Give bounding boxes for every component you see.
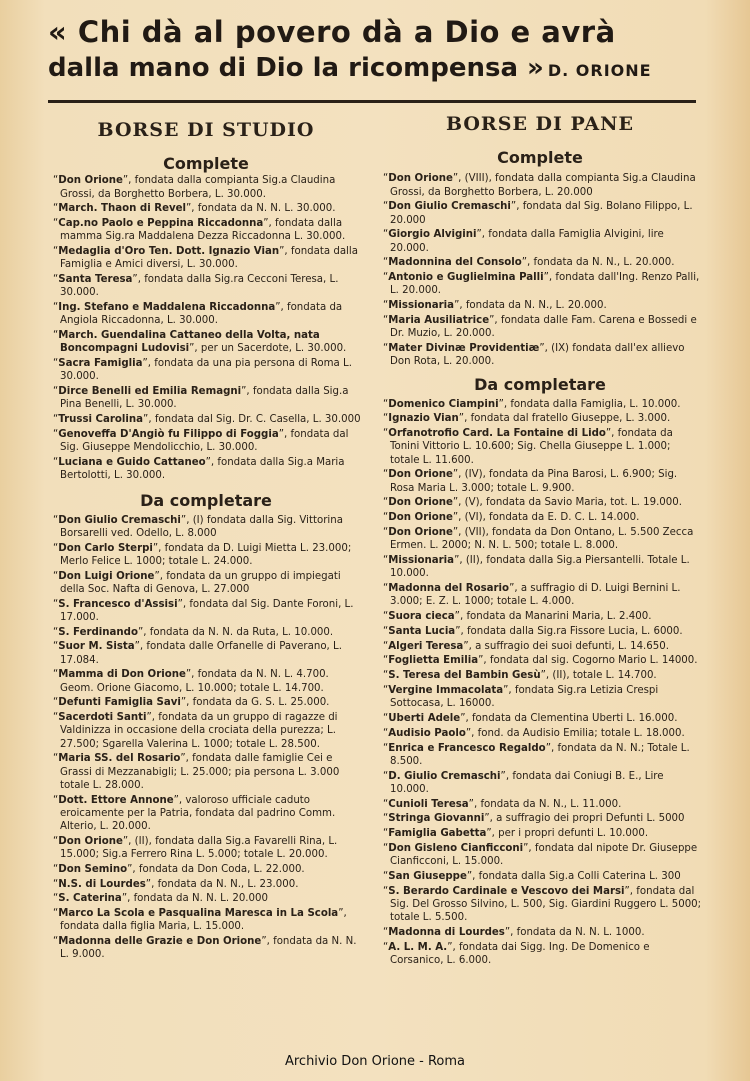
entry-name: Don Orione — [388, 469, 453, 481]
list-item: “Santa Teresa”, fondata dalla Sig.ra Cecconi Teresa, L. 30.000. — [53, 274, 339, 299]
list-item: “Missionaria”, (II), fondata dalla Sig.a Piersantelli. Totale L. 10.000. — [383, 555, 690, 580]
entry-name: S. Berardo Cardinale e Vescovo dei Marsi — [388, 885, 625, 897]
entry-name: Don Orione — [58, 175, 123, 187]
header-author: D. ORIONE — [547, 61, 652, 80]
entry-name: Sacra Famiglia — [58, 358, 143, 370]
subsection-incomplete-studio: Da completare — [140, 491, 272, 511]
archive-footer: Archivio Don Orione - Roma — [284, 1054, 466, 1069]
entry-name: Missionaria — [388, 555, 455, 566]
list-item: “Cap.no Paolo e Peppina Riccadonna”, fondata dalla mamma Sig.ra Maddalena Dezza Riccadonna L. 30.000. — [53, 218, 346, 243]
entry-text: fondata Sig.ra Letizia Crespi Sottocasa, L. 16000. — [390, 684, 659, 710]
list-item: “Don Giulio Cremaschi”, (I) fondata dalla Sig. Vittorina Borsarelli ved. Odello, L. 8.000 — [53, 514, 343, 539]
list-item: “S. Berardo Cardinale e Vescovo dei Marsi”, fondata dal Sig. Del Grosso Silvino, L. 500, Sig. Giardini Ruggero L. 5000; totale L. 5.500. — [383, 885, 702, 924]
list-item: “Santa Lucia”, fondata dalla Sig.ra Fissore Lucia, L. 6000. — [383, 625, 683, 637]
entry-text: (I) fondata dalla Sig. Vittorina Borsarelli ved. Odello, L. 8.000 — [60, 514, 343, 539]
entry-name: Madonna delle Grazie e Don Orione — [58, 936, 262, 948]
list-item: “S. Ferdinando”, fondata da N. N. da Ruta, L. 10.000. — [53, 626, 334, 638]
list-item: “Giorgio Alvigini”, fondata dalla Famiglia Alvigini, lire 20.000. — [383, 229, 664, 254]
entry-text: fondata da N. N. L. 9.000. — [60, 936, 357, 961]
entry-name: Don Semino — [58, 863, 128, 875]
entry-name: Stringa Giovanni — [388, 813, 485, 825]
list-item: “Defunti Famiglia Savi”, fondata da G. S. L. 25.000. — [53, 697, 330, 709]
entry-name: Medaglia d'Oro Ten. Dott. Ignazio Vian — [58, 246, 280, 258]
entry-text: fondata da N. N.; Totale L. 8.500. — [390, 742, 690, 767]
entry-text: fondata da N. N. da Ruta, L. 10.000. — [149, 626, 334, 638]
list-item: “Luciana e Guido Cattaneo”, fondata dalla Sig.a Maria Bertolotti, L. 30.000. — [53, 457, 345, 482]
entry-name: Sacerdoti Santi — [58, 712, 147, 724]
entry-text: fondata da Clementina Uberti L. 16.000. — [471, 712, 678, 724]
list-item: “Maria SS. del Rosario”, fondata dalle famiglie Cei e Grassi di Mezzanabigli; L. 25.000; pia persona L. 3.000 totale L. 28.000. — [53, 753, 340, 791]
list-item: “Suor M. Sista”, fondata dalle Orfanelle di Paverano, L. 17.084. — [53, 641, 342, 666]
entry-name: S. Caterina — [58, 893, 122, 905]
list-item: “Mamma di Don Orione”, fondata da N. N. L. 4.700. Geom. Orione Giacomo, L. 10.000; totale L. 14.700. — [53, 669, 329, 694]
entry-name: Madonna di Lourdes — [388, 926, 505, 938]
entry-text: fondata dal fratello Giuseppe, L. 3.000. — [470, 413, 671, 425]
entry-name: March. Thaon di Revel — [58, 203, 187, 215]
entry-text: (VI), fondata da E. D. C. L. 14.000. — [464, 512, 640, 524]
entry-text: fondata dalla Famiglia e Amici diversi, L. 30.000. — [60, 246, 358, 271]
list-pane-incomplete — [378, 398, 702, 968]
list-item: “Madonna delle Grazie e Don Orione”, fondata da N. N. L. 9.000. — [53, 936, 357, 961]
list-item: “Don Semino”, fondata da Don Coda, L. 22.000. — [53, 863, 305, 875]
entry-name: Don Orione — [388, 173, 453, 185]
subsection-incomplete-pane: Da completare — [474, 375, 606, 395]
entry-name: March. Guendalina Cattaneo della Volta, nata Boncompagni Ludovisi — [58, 330, 320, 355]
list-item: “Don Orione”, (V), fondata da Savio Maria, tot. L. 19.000. — [383, 497, 682, 509]
list-item: “March. Guendalina Cattaneo della Volta, nata Boncompagni Ludovisi”, per un Sacerdote, L. 30.000. — [53, 330, 347, 355]
entry-text: fondata da G. S. L. 25.000. — [192, 697, 330, 709]
entry-name: Giorgio Alvigini — [388, 229, 477, 241]
entry-name: Foglietta Emilia — [388, 655, 479, 667]
entry-text: fondata da N. N. L. 4.700. Geom. Orione Giacomo, L. 10.000; totale L. 14.700. — [60, 669, 329, 694]
list-item: “Madonna del Rosario”, a suffragio di D. Luigi Bernini L. 3.000; E. Z. L. 1000; totale L. 4.000. — [383, 583, 681, 608]
entry-text: (V), fondata da Savio Maria, tot. L. 19.000. — [464, 497, 682, 509]
entry-text: a suffragio di D. Luigi Bernini L. 3.000; E. Z. L. 1000; totale L. 4.000. — [390, 583, 681, 608]
entry-name: Don Orione — [388, 497, 453, 509]
list-item: “Madonna di Lourdes”, fondata da N. N. L. 1000. — [383, 926, 645, 938]
list-item: “Genoveffa D'Angiò fu Filippo di Foggia”, fondata dal Sig. Giuseppe Mendolicchio, L. 30.000. — [53, 429, 349, 454]
entry-text: valoroso ufficiale caduto eroicamente per la Patria, fondata dal padrino Comm. Alterio, L. 20.000. — [60, 794, 336, 833]
list-item: “Don Giulio Cremaschi”, fondata dal Sig. Bolano Filippo, L. 20.000 — [383, 201, 693, 226]
list-item: “Foglietta Emilia”, fondata dal sig. Cogorno Mario L. 14000. — [383, 655, 698, 667]
entry-name: Don Orione — [58, 835, 123, 847]
entry-name: Dott. Ettore Annone — [58, 794, 174, 806]
list-item: “A. L. M. A.”, fondata dai Sigg. Ing. De Domenico e Corsanico, L. 6.000. — [383, 941, 650, 966]
entry-name: Uberti Adele — [388, 712, 461, 724]
entry-name: Vergine Immacolata — [388, 684, 504, 696]
entry-name: Genoveffa D'Angiò fu Filippo di Foggia — [58, 429, 279, 440]
list-item: “Don Luigi Orione”, fondata da un gruppo di impiegati della Soc. Nafta di Genova, L. 27.000 — [53, 570, 341, 595]
entry-name: Don Orione — [388, 527, 453, 538]
entry-text: fondata da N. N. L. 1000. — [516, 926, 645, 938]
list-item: “Missionaria”, fondata da N. N., L. 20.000. — [383, 300, 607, 312]
entry-text: fondata dal Sig. Dr. C. Casella, L. 30.000 — [154, 414, 361, 426]
entry-text: fondata dalle famiglie Cei e Grassi di Mezzanabigli; L. 25.000; pia persona L. 3.000 totale L. 28.000. — [60, 753, 340, 791]
entry-name: Suor M. Sista — [58, 641, 135, 653]
list-item: “Orfanotrofio Card. La Fontaine di Lido”, fondata da Tonini Vittorio L. 10.600; Sig. Chella Giuseppe L. 1.000; totale L. 11.600. — [383, 428, 673, 466]
entry-name: Marco La Scola e Pasqualina Maresca in La Scola — [58, 908, 339, 920]
entry-text: fondata da Tonini Vittorio L. 10.600; Sig. Chella Giuseppe L. 1.000; totale L. 11.600. — [390, 428, 673, 466]
entry-text: fondata dai Sigg. Ing. De Domenico e Corsanico, L. 6.000. — [390, 941, 650, 966]
list-item: “Enrica e Francesco Regaldo”, fondata da N. N.; Totale L. 8.500. — [383, 742, 690, 767]
entry-text: (IV), fondata da Pina Barosi, L. 6.900; Sig. Rosa Maria L. 3.000; totale L. 9.900. — [390, 469, 678, 494]
entry-text: per un Sacerdote, L. 30.000. — [200, 343, 347, 355]
list-item: “S. Teresa del Bambin Gesù”, (II), totale L. 14.700. — [383, 670, 657, 682]
list-item: “Don Orione”, (VIII), fondata dalla compianta Sig.a Claudina Grossi, da Borghetto Borbera, L. 20.000 — [383, 173, 696, 198]
list-item: “Ing. Stefano e Maddalena Riccadonna”, fondata da Angiola Riccadonna, L. 30.000. — [53, 302, 343, 327]
list-item: “D. Giulio Cremaschi”, fondata dai Coniugi B. E., Lire 10.000. — [383, 770, 664, 795]
entry-name: Antonio e Guglielmina Palli — [388, 272, 544, 284]
entry-text: fondata dalla Famiglia, L. 10.000. — [510, 398, 681, 410]
list-item: “Audisio Paolo”, fond. da Audisio Emilia; totale L. 18.000. — [383, 727, 685, 739]
subsection-complete-studio: Complete — [163, 154, 249, 174]
list-item: “S. Caterina”, fondata da N. N. L. 20.000 — [53, 893, 268, 905]
entry-text: per i propri defunti L. 10.000. — [498, 828, 649, 840]
entry-text: fondata da Manarini Maria, L. 2.400. — [466, 611, 652, 622]
list-studio-incomplete — [48, 514, 364, 962]
entry-text: fondata dall'Ing. Renzo Palli, L. 20.000. — [390, 272, 700, 297]
list-item: “Antonio e Guglielmina Palli”, fondata dall'Ing. Renzo Palli, L. 20.000. — [383, 272, 700, 297]
list-item: “Dirce Benelli ed Emilia Remagni”, fondata dalla Sig.a Pina Benelli, L. 30.000. — [53, 386, 349, 411]
entry-text: fondata da Don Coda, L. 22.000. — [138, 863, 305, 875]
entry-text: fondata da N. N., L. 20.000. — [465, 300, 607, 312]
entry-text: (II), fondata dalla Sig.a Piersantelli. Totale L. 10.000. — [390, 555, 690, 580]
header-quote-line2-text: dalla mano di Dio la ricompensa » — [48, 53, 544, 83]
entry-text: fondata da N. N., L. 23.000. — [157, 878, 299, 890]
list-item: “Medaglia d'Oro Ten. Dott. Ignazio Vian”, fondata dalla Famiglia e Amici diversi, L. 30.000. — [53, 246, 358, 271]
list-item: “Ignazio Vian”, fondata dal fratello Giuseppe, L. 3.000. — [383, 413, 671, 425]
section-title-studio: BORSE DI STUDIO — [97, 119, 315, 141]
entry-text: fondata dalla Sig.a Maria Bertolotti, L. 30.000. — [60, 457, 345, 482]
entry-text: fond. da Audisio Emilia; totale L. 18.000. — [477, 727, 685, 739]
list-item: “Don Orione”, fondata dalla compianta Sig.a Claudina Grossi, da Borghetto Borbera, L. 30.000. — [53, 175, 336, 200]
entry-text: fondata dalla Sig.ra Fissore Lucia, L. 6000. — [466, 625, 683, 637]
entry-name: Don Carlo Sterpi — [58, 542, 153, 554]
list-studio-complete — [48, 174, 364, 482]
entry-name: Dirce Benelli ed Emilia Remagni — [58, 386, 242, 398]
list-item: “San Giuseppe”, fondata dalla Sig.a Colli Caterina L. 300 — [383, 870, 681, 882]
entry-text: a suffragio dei propri Defunti L. 5000 — [496, 813, 685, 825]
entry-name: Ing. Stefano e Maddalena Riccadonna — [58, 302, 276, 314]
entry-name: Algeri Teresa — [388, 640, 464, 652]
entry-name: Don Giulio Cremaschi — [58, 514, 181, 526]
entry-text: (IX) fondata dall'ex allievo Don Rota, L. 20.000. — [390, 343, 685, 368]
entry-text: fondata dalle Orfanelle di Paverano, L. 17.084. — [60, 641, 342, 666]
entry-name: A. L. M. A. — [388, 941, 448, 953]
entry-text: fondata dalla Sig.a Colli Caterina L. 300 — [478, 870, 681, 882]
list-item: “Trussi Carolina”, fondata dal Sig. Dr. C. Casella, L. 30.000 — [53, 414, 361, 426]
header-quote-line1: « Chi dà al povero dà a Dio e avrà — [48, 15, 616, 49]
entry-name: Maria Ausiliatrice — [388, 315, 490, 326]
entry-name: Ignazio Vian — [388, 413, 459, 425]
entry-text: fondata da un gruppo di impiegati della Soc. Nafta di Genova, L. 27.000 — [60, 570, 341, 595]
list-item: “Famiglia Gabetta”, per i propri defunti L. 10.000. — [383, 828, 649, 840]
entry-text: fondata da un gruppo di ragazze di Valdinizza in occasione della crociata della purezza; L. 27.500; Sgarella Valerina L. 1000; totale L. 28.500. — [60, 712, 338, 750]
entry-name: S. Francesco d'Assisi — [58, 598, 178, 610]
entry-name: Don Gisleno Cianficconi — [388, 842, 524, 854]
entry-name: Audisio Paolo — [388, 727, 466, 739]
entry-name: Madonna del Rosario — [388, 583, 510, 594]
entry-text: fondata dal nipote Dr. Giuseppe Cianficconi, L. 15.000. — [390, 842, 698, 868]
list-item: “Don Carlo Sterpi”, fondata da D. Luigi Mietta L. 23.000; Merlo Felice L. 1000; totale L. 24.000. — [53, 542, 352, 567]
entry-name: Cunioli Teresa — [388, 798, 469, 810]
entry-text: fondata dalla Sig.a Pina Benelli, L. 30.000. — [60, 386, 349, 411]
section-title-pane: BORSE DI PANE — [445, 113, 635, 135]
list-item: “Madonnina del Consolo”, fondata da N. N., L. 20.000. — [383, 257, 675, 269]
entry-name: S. Ferdinando — [58, 626, 138, 638]
list-item: “Don Orione”, (II), fondata dalla Sig.a Favarelli Rina, L. 15.000; Sig.a Ferrero Rina L. 5.000; totale L. 20.000. — [53, 835, 338, 861]
entry-text: a suffragio dei suoi defunti, L. 14.650. — [475, 640, 669, 652]
entry-name: Orfanotrofio Card. La Fontaine di Lido — [388, 428, 606, 440]
list-item: “Don Orione”, (VI), fondata da E. D. C. L. 14.000. — [383, 512, 640, 524]
entry-name: Don Giulio Cremaschi — [388, 201, 511, 213]
subsection-complete-pane: Complete — [497, 148, 583, 168]
list-item: “Sacerdoti Santi”, fondata da un gruppo di ragazze di Valdinizza in occasione della crociata della purezza; L. 27.500; Sgarella Valerina L. 1000; totale L. 28.500. — [53, 712, 338, 750]
entry-name: N.S. di Lourdes — [58, 878, 146, 890]
entry-name: Suora cieca — [388, 611, 455, 622]
entry-text: fondata dalle Fam. Carena e Bossedi e Dr. Muzio, L. 20.000. — [390, 315, 697, 340]
entry-name: Maria SS. del Rosario — [58, 753, 181, 765]
entry-text: fondata dai Coniugi B. E., Lire 10.000. — [390, 770, 664, 795]
entry-text: fondata da D. Luigi Mietta L. 23.000; Merlo Felice L. 1000; totale L. 24.000. — [60, 542, 352, 567]
list-item: “Algeri Teresa”, a suffragio dei suoi defunti, L. 14.650. — [383, 640, 669, 652]
list-item: “Maria Ausiliatrice”, fondata dalle Fam. Carena e Bossedi e Dr. Muzio, L. 20.000. — [383, 315, 697, 340]
entry-name: Mater Divinæ Providentiæ — [388, 343, 540, 354]
list-item: “Stringa Giovanni”, a suffragio dei propri Defunti L. 5000 — [383, 813, 685, 825]
entry-name: Madonnina del Consolo — [388, 257, 522, 269]
entry-name: Famiglia Gabetta — [388, 828, 487, 840]
list-item: “Uberti Adele”, fondata da Clementina Uberti L. 16.000. — [383, 712, 678, 724]
column-borse-di-pane — [378, 113, 702, 969]
entry-name: Enrica e Francesco Regaldo — [388, 742, 546, 754]
entry-text: fondata da una pia persona di Roma L. 30.000. — [60, 358, 352, 383]
list-item: “Sacra Famiglia”, fondata da una pia persona di Roma L. 30.000. — [53, 358, 352, 383]
entry-text: fondata da N. N. L. 30.000. — [197, 203, 336, 215]
entry-text: fondata dal Sig. Bolano Filippo, L. 20.000 — [390, 201, 693, 226]
entry-text: fondata dal Sig. Dante Foroni, L. 17.000. — [60, 598, 354, 623]
entry-text: fondata dal Sig. Del Grosso Silvino, L. 500, Sig. Giardini Ruggero L. 5000; totale L. 5.500. — [390, 885, 702, 924]
list-item: “Don Orione”, (IV), fondata da Pina Barosi, L. 6.900; Sig. Rosa Maria L. 3.000; totale L. 9.900. — [383, 469, 678, 494]
entry-name: Mamma di Don Orione — [58, 669, 186, 681]
entry-text: (II), totale L. 14.700. — [552, 670, 657, 682]
entry-name: Cap.no Paolo e Peppina Riccadonna — [58, 218, 264, 230]
entry-text: fondata dalla Famiglia Alvigini, lire 20.000. — [390, 229, 664, 254]
entry-text: fondata da N. N., L. 11.000. — [480, 798, 622, 810]
entry-name: Santa Lucia — [388, 625, 456, 637]
list-item: “Mater Divinæ Providentiæ”, (IX) fondata dall'ex allievo Don Rota, L. 20.000. — [383, 343, 685, 368]
list-pane-complete — [378, 172, 702, 368]
entry-text: fondata dalla Sig.ra Cecconi Teresa, L. 30.000. — [60, 274, 339, 299]
entry-text: fondata da N. N. L. 20.000 — [133, 893, 268, 905]
entry-name: Defunti Famiglia Savi — [58, 697, 181, 709]
entry-name: Trussi Carolina — [58, 414, 144, 426]
list-item: “March. Thaon di Revel”, fondata da N. N. L. 30.000. — [53, 203, 336, 215]
entry-name: Don Orione — [388, 512, 453, 524]
entry-text: fondata da N. N., L. 20.000. — [533, 257, 675, 269]
list-item: “Vergine Immacolata”, fondata Sig.ra Letizia Crespi Sottocasa, L. 16000. — [383, 684, 659, 710]
list-item: “S. Francesco d'Assisi”, fondata dal Sig. Dante Foroni, L. 17.000. — [53, 598, 354, 623]
entry-name: Santa Teresa — [58, 274, 133, 286]
entry-name: D. Giulio Cremaschi — [388, 770, 501, 782]
entry-text: fondata dal sig. Cogorno Mario L. 14000. — [489, 655, 698, 667]
list-item: “Dott. Ettore Annone”, valoroso ufficiale caduto eroicamente per la Patria, fondata dal padrino Comm. Alterio, L. 20.000. — [53, 794, 336, 833]
header-quote-line2 — [48, 50, 698, 89]
list-item: “Marco La Scola e Pasqualina Maresca in La Scola”, fondata dalla figlia Maria, L. 15.000. — [53, 908, 347, 933]
entry-text: fondata da Angiola Riccadonna, L. 30.000. — [60, 302, 343, 327]
header-rule — [48, 100, 696, 103]
list-item: “Domenico Ciampini”, fondata dalla Famiglia, L. 10.000. — [383, 398, 681, 410]
list-item: “Don Orione”, (VII), fondata da Don Ontano, L. 5.500 Zecca Ermen. L. 2000; N. N. L. 500; totale L. 8.000. — [383, 527, 694, 552]
column-borse-di-studio — [48, 118, 364, 963]
entry-text: fondata dalla mamma Sig.ra Maddalena Dezza Riccadonna L. 30.000. — [60, 218, 346, 243]
entry-text: fondata dalla figlia Maria, L. 15.000. — [60, 921, 245, 933]
entry-text: fondata dal Sig. Giuseppe Mendolicchio, L. 30.000. — [60, 429, 349, 454]
entry-text: (II), fondata dalla Sig.a Favarelli Rina, L. 15.000; Sig.a Ferrero Rina L. 5.000; totale L. 20.000. — [60, 835, 338, 861]
entry-name: S. Teresa del Bambin Gesù — [388, 670, 541, 682]
list-item: “Suora cieca”, fondata da Manarini Maria, L. 2.400. — [383, 611, 652, 622]
entry-text: (VIII), fondata dalla compianta Sig.a Claudina Grossi, da Borghetto Borbera, L. 20.000 — [390, 173, 696, 198]
header — [48, 14, 698, 89]
entry-name: San Giuseppe — [388, 870, 467, 882]
entry-name: Domenico Ciampini — [388, 398, 499, 410]
list-item: “Don Gisleno Cianficconi”, fondata dal nipote Dr. Giuseppe Cianficconi, L. 15.000. — [383, 842, 698, 868]
entry-name: Luciana e Guido Cattaneo — [58, 457, 206, 468]
entry-text: (VII), fondata da Don Ontano, L. 5.500 Zecca Ermen. L. 2000; N. N. L. 500; totale L. 8.000. — [390, 527, 694, 552]
entry-text: fondata dalla compianta Sig.a Claudina Grossi, da Borghetto Borbera, L. 30.000. — [60, 175, 336, 200]
list-item: “Cunioli Teresa”, fondata da N. N., L. 11.000. — [383, 798, 622, 810]
entry-name: Don Luigi Orione — [58, 570, 155, 582]
entry-name: Missionaria — [388, 300, 455, 312]
list-item: “N.S. di Lourdes”, fondata da N. N., L. 23.000. — [53, 878, 299, 890]
